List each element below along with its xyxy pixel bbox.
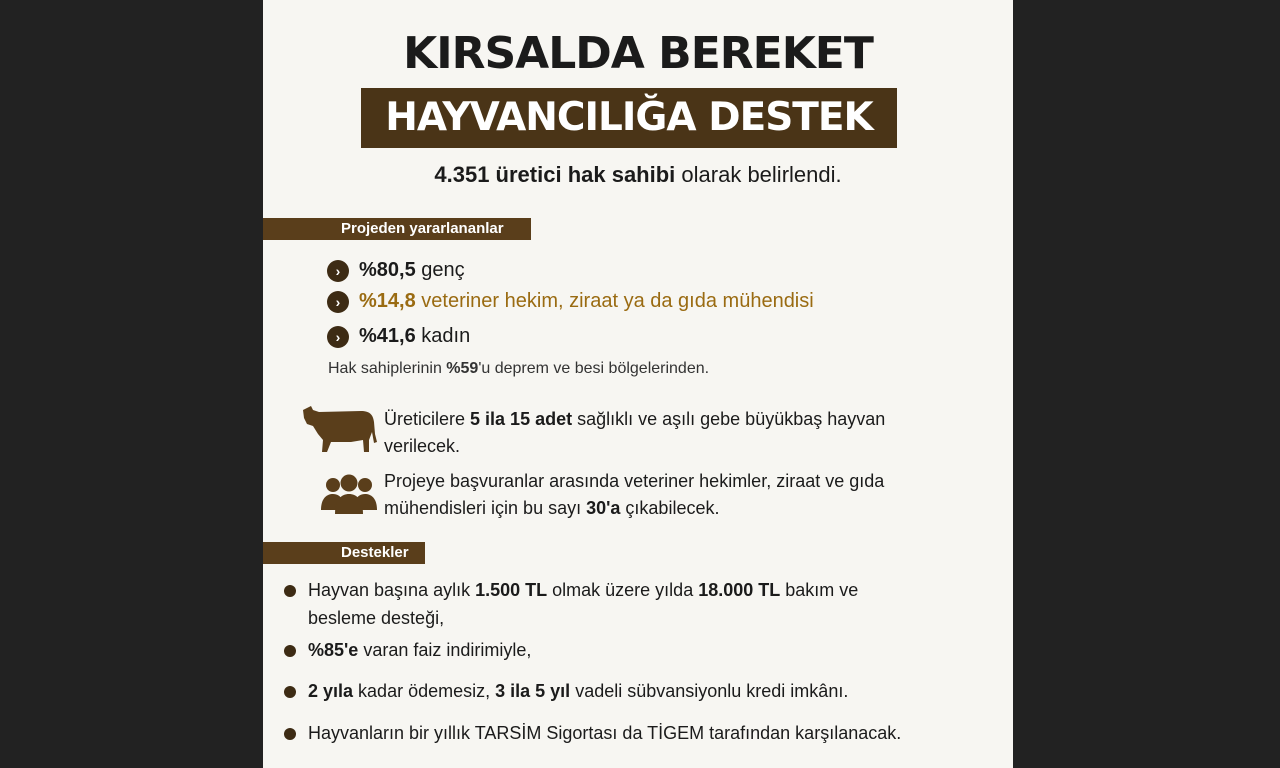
- support-text: kadar ödemesiz,: [353, 681, 496, 701]
- infographic-poster: [263, 0, 1013, 768]
- headline-rest: olarak belirlendi.: [675, 162, 842, 187]
- support-item: [308, 719, 928, 747]
- stat-text: kadın: [415, 325, 471, 347]
- vets-post: çıkabilecek.: [620, 498, 720, 518]
- note-post: 'u deprem ve besi bölgelerinden.: [478, 360, 710, 377]
- vets-paragraph: [384, 468, 944, 522]
- chevron-right-icon: ›: [327, 291, 349, 313]
- animals-bold: 5 ila 15 adet: [470, 409, 573, 429]
- support-bold: 18.000 TL: [698, 580, 781, 600]
- bullet-icon: [284, 728, 296, 740]
- stat-value: %80,5: [359, 259, 416, 281]
- animals-post: sağlıklı ve aşılı gebe büyükbaş hayvan verilecek.: [384, 409, 886, 456]
- support-bold: 2 yıla: [308, 681, 354, 701]
- animals-pre: Üreticilere: [384, 409, 471, 429]
- note-bold: %59: [446, 360, 479, 377]
- support-item: [308, 576, 928, 632]
- section-supports-label: Destekler: [341, 544, 409, 561]
- section-beneficiaries: [263, 218, 531, 240]
- poster-subtitle: HAYVANCILIĞA DESTEK: [385, 95, 873, 140]
- support-text: Hayvanların bir yıllık TARSİM Sigortası da TİGEM tarafından karşılanacak.: [308, 723, 902, 743]
- support-text: olmak üzere yılda: [547, 580, 699, 600]
- cow-icon: [301, 402, 379, 459]
- animals-paragraph: [384, 406, 944, 460]
- stat-value: %14,8: [359, 290, 416, 312]
- support-bold: 3 ila 5 yıl: [495, 681, 571, 701]
- chevron-right-icon: ›: [327, 260, 349, 282]
- support-text: bakım ve besleme desteği,: [308, 580, 859, 628]
- stat-text: genç: [415, 259, 465, 281]
- vets-bold: 30'a: [586, 498, 621, 518]
- stat-item: [327, 290, 814, 313]
- bullet-icon: [284, 585, 296, 597]
- stat-item: [327, 259, 465, 282]
- bullet-icon: [284, 686, 296, 698]
- note-pre: Hak sahiplerinin: [328, 360, 447, 377]
- stat-value: %41,6: [359, 325, 416, 347]
- people-icon: [321, 474, 377, 521]
- bullet-icon: [284, 645, 296, 657]
- headline: [263, 162, 1013, 188]
- region-note: [328, 360, 709, 378]
- support-text: Hayvan başına aylık: [308, 580, 476, 600]
- headline-bold: 4.351 üretici hak sahibi: [434, 162, 676, 187]
- support-text: vadeli sübvansiyonlu kredi imkânı.: [570, 681, 849, 701]
- vets-pre: Projeye başvuranlar arasında veteriner hekimler, ziraat ve gıda mühendisleri için bu sayı: [384, 471, 885, 518]
- support-bold: 1.500 TL: [475, 580, 548, 600]
- support-bold: %85'e: [308, 640, 359, 660]
- support-item: [308, 677, 928, 705]
- section-supports: [263, 542, 425, 564]
- support-item: [308, 636, 928, 664]
- stat-text: veteriner hekim, ziraat ya da gıda mühendisi: [415, 290, 814, 312]
- poster-title: KIRSALDA BEREKET: [403, 28, 873, 79]
- stat-item: [327, 325, 470, 348]
- chevron-right-icon: ›: [327, 326, 349, 348]
- section-beneficiaries-label: Projeden yararlananlar: [341, 220, 504, 237]
- support-text: varan faiz indirimiyle,: [358, 640, 532, 660]
